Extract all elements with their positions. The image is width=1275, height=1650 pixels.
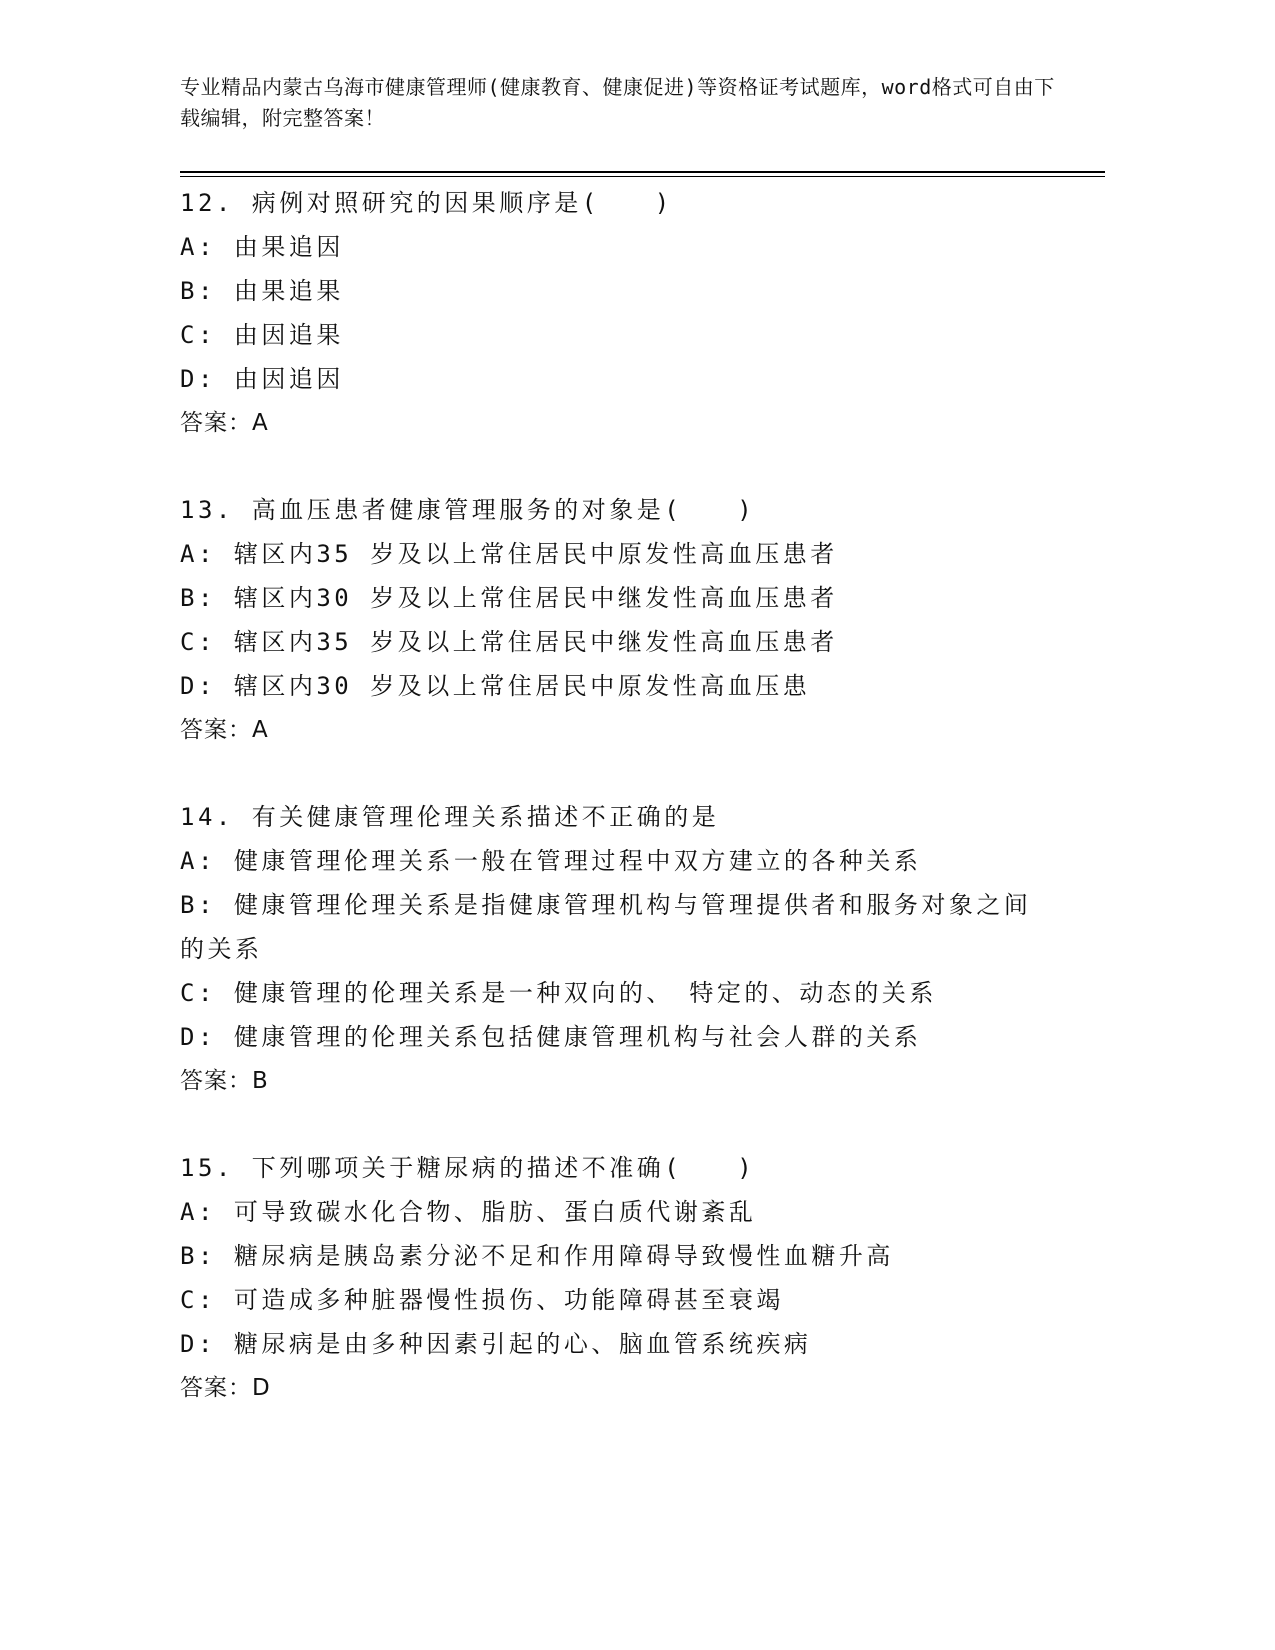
header-divider: [180, 171, 1105, 173]
question-list: [180, 181, 1040, 1453]
question-block: [180, 181, 1040, 445]
answer-line: 答案：B: [180, 1068, 269, 1094]
question-block: [180, 488, 1040, 752]
question-option: B: 健康管理伦理关系是指健康管理机构与管理提供者和服务对象之间的关系: [180, 891, 1032, 963]
question-option: D: 由因追因: [180, 365, 344, 393]
answer-line: 答案：A: [180, 717, 269, 743]
question-block: [180, 1146, 1040, 1410]
header-divider-thin: [180, 176, 1105, 177]
question-option: A: 辖区内35 岁及以上常住居民中原发性高血压患者: [180, 540, 838, 568]
question-option: B: 糖尿病是胰岛素分泌不足和作用障碍导致慢性血糖升高: [180, 1242, 894, 1270]
question-option: D: 辖区内30 岁及以上常住居民中原发性高血压患: [180, 672, 811, 700]
question-stem: 12. 病例对照研究的因果顺序是( ): [180, 189, 673, 217]
question-option: D: 健康管理的伦理关系包括健康管理机构与社会人群的关系: [180, 1023, 922, 1051]
question-option: A: 由果追因: [180, 233, 344, 261]
question-option: C: 辖区内35 岁及以上常住居民中继发性高血压患者: [180, 628, 838, 656]
question-option: C: 由因追果: [180, 321, 344, 349]
question-option: C: 健康管理的伦理关系是一种双向的、 特定的、动态的关系: [180, 979, 937, 1007]
question-block: [180, 795, 1040, 1103]
answer-line: 答案：A: [180, 410, 269, 436]
answer-line: 答案：D: [180, 1375, 271, 1401]
question-option: C: 可造成多种脏器慢性损伤、功能障碍甚至衰竭: [180, 1286, 784, 1314]
question-option: B: 辖区内30 岁及以上常住居民中继发性高血压患者: [180, 584, 838, 612]
question-option: A: 可导致碳水化合物、脂肪、蛋白质代谢紊乱: [180, 1198, 757, 1226]
question-option: D: 糖尿病是由多种因素引起的心、脑血管系统疾病: [180, 1330, 812, 1358]
question-option: B: 由果追果: [180, 277, 344, 305]
question-stem: 15. 下列哪项关于糖尿病的描述不准确( ): [180, 1154, 756, 1182]
question-option: A: 健康管理伦理关系一般在管理过程中双方建立的各种关系: [180, 847, 922, 875]
question-stem: 14. 有关健康管理伦理关系描述不正确的是: [180, 803, 720, 831]
document-intro: 专业精品内蒙古乌海市健康管理师(健康教育、健康促进)等资格证考试题库，word格式可自由下载编辑，附完整答案！: [180, 75, 1055, 130]
question-stem: 13. 高血压患者健康管理服务的对象是( ): [180, 496, 756, 524]
